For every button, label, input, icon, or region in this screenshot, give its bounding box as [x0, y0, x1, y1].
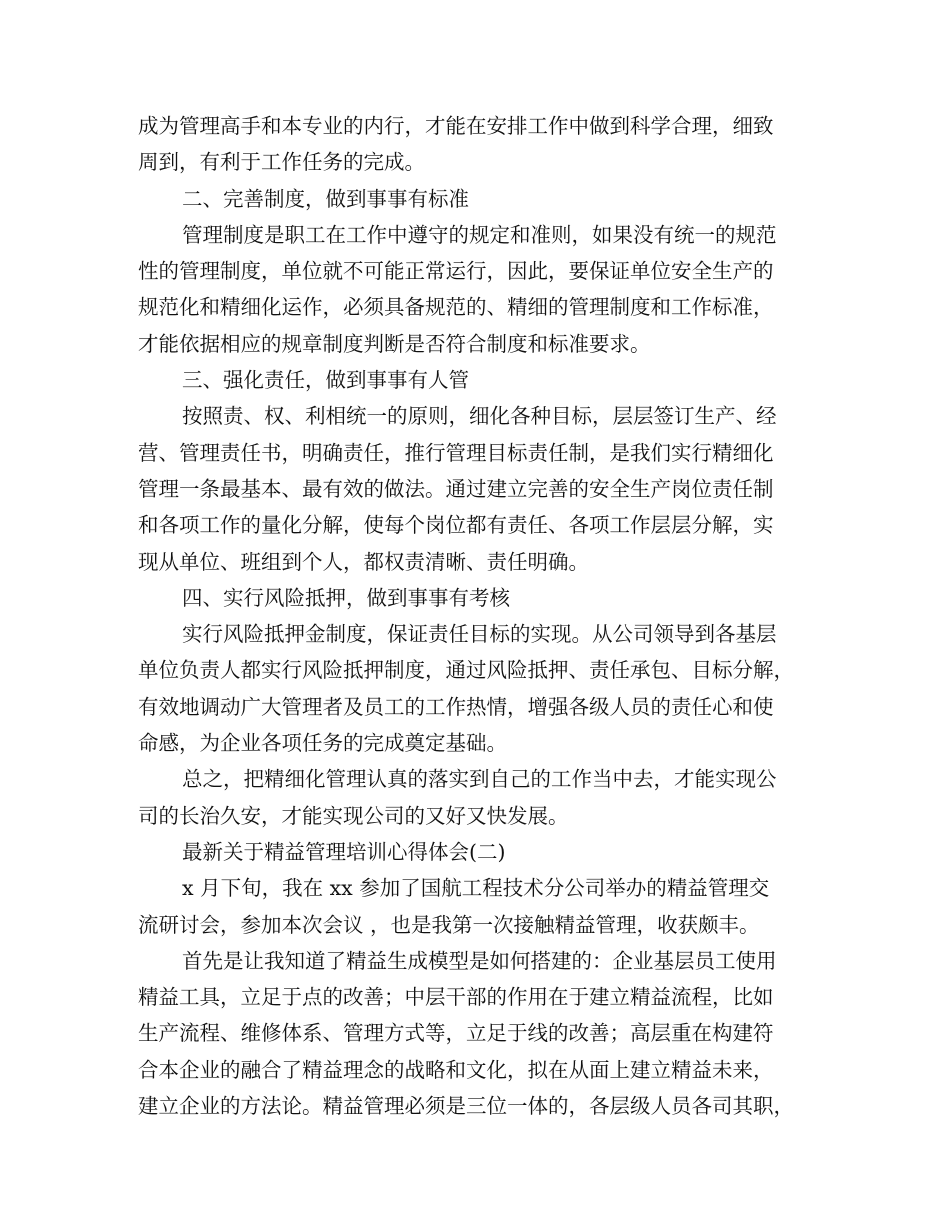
text-line: 实行风险抵押金制度，保证责任目标的实现。从公司领导到各基层: [182, 622, 777, 647]
text-line: 合本企业的融合了精益理念的战略和文化，拟在从面上建立精益未来，: [138, 1057, 774, 1082]
text-line: 管理一条最基本、最有效的做法。通过建立完善的安全生产岗位责任制: [138, 476, 774, 501]
text-line: 周到，有利于工作任务的完成。: [138, 150, 425, 175]
text-line: 和各项工作的量化分解，使每个岗位都有责任、各项工作层层分解，实: [138, 513, 774, 538]
text-line: 管理制度是职工在工作中遵守的规定和准则，如果没有统一的规范: [182, 222, 777, 247]
text-line: 最新关于精益管理培训心得体会(二): [182, 839, 506, 864]
text-line: 成为管理高手和本专业的内行，才能在安排工作中做到科学合理，细致: [138, 114, 774, 138]
text-line: 流研讨会，参加本次会议 ，也是我第一次接触精益管理，收获颇丰。: [138, 912, 760, 937]
text-line: 司的长治久安，才能实现公司的又好又快发展。: [138, 803, 569, 828]
document-body: [138, 108, 828, 1124]
text-line: 营、管理责任书，明确责任，推行管理目标责任制，是我们实行精细化: [138, 440, 774, 465]
text-line: 规范化和精细化运作，必须具备规范的、精细的管理制度和工作标准，: [138, 295, 774, 320]
text-line: 才能依据相应的规章制度判断是否符合制度和标准要求。: [138, 331, 651, 356]
text-line: 生产流程、维修体系、管理方式等，立足于线的改善；高层重在构建符: [138, 1021, 774, 1046]
text-line: 首先是让我知道了精益生成模型是如何搭建的：企业基层员工使用: [182, 948, 777, 973]
text-line: 总之，把精细化管理认真的落实到自己的工作当中去，才能实现公: [182, 767, 777, 792]
text-line: 有效地调动广大管理者及员工的工作热情，增强各级人员的责任心和使: [138, 694, 774, 719]
text-line: x 月下旬，我在 xx 参加了国航工程技术分公司举办的精益管理交: [182, 876, 770, 901]
text-line: 现从单位、班组到个人，都权责清晰、责任明确。: [138, 549, 589, 574]
text-line: 按照责、权、利相统一的原则，细化各种目标，层层签订生产、经: [182, 404, 777, 429]
text-line: 三、强化责任，做到事事有人管: [182, 368, 469, 393]
text-line: 建立企业的方法论。精益管理必须是三位一体的，各层级人员各司其职，: [138, 1094, 794, 1119]
text-line: 命感，为企业各项任务的完成奠定基础。: [138, 731, 507, 756]
text-line: 单位负责人都实行风险抵押制度，通过风险抵押、责任承包、目标分解，: [138, 658, 794, 683]
text-line: 二、完善制度，做到事事有标准: [182, 186, 469, 211]
text-line: 性的管理制度，单位就不可能正常运行，因此，要保证单位安全生产的: [138, 259, 774, 284]
text-line: 四、实行风险抵押，做到事事有考核: [182, 585, 510, 610]
text-line: 精益工具，立足于点的改善；中层干部的作用在于建立精益流程，比如: [138, 985, 774, 1010]
